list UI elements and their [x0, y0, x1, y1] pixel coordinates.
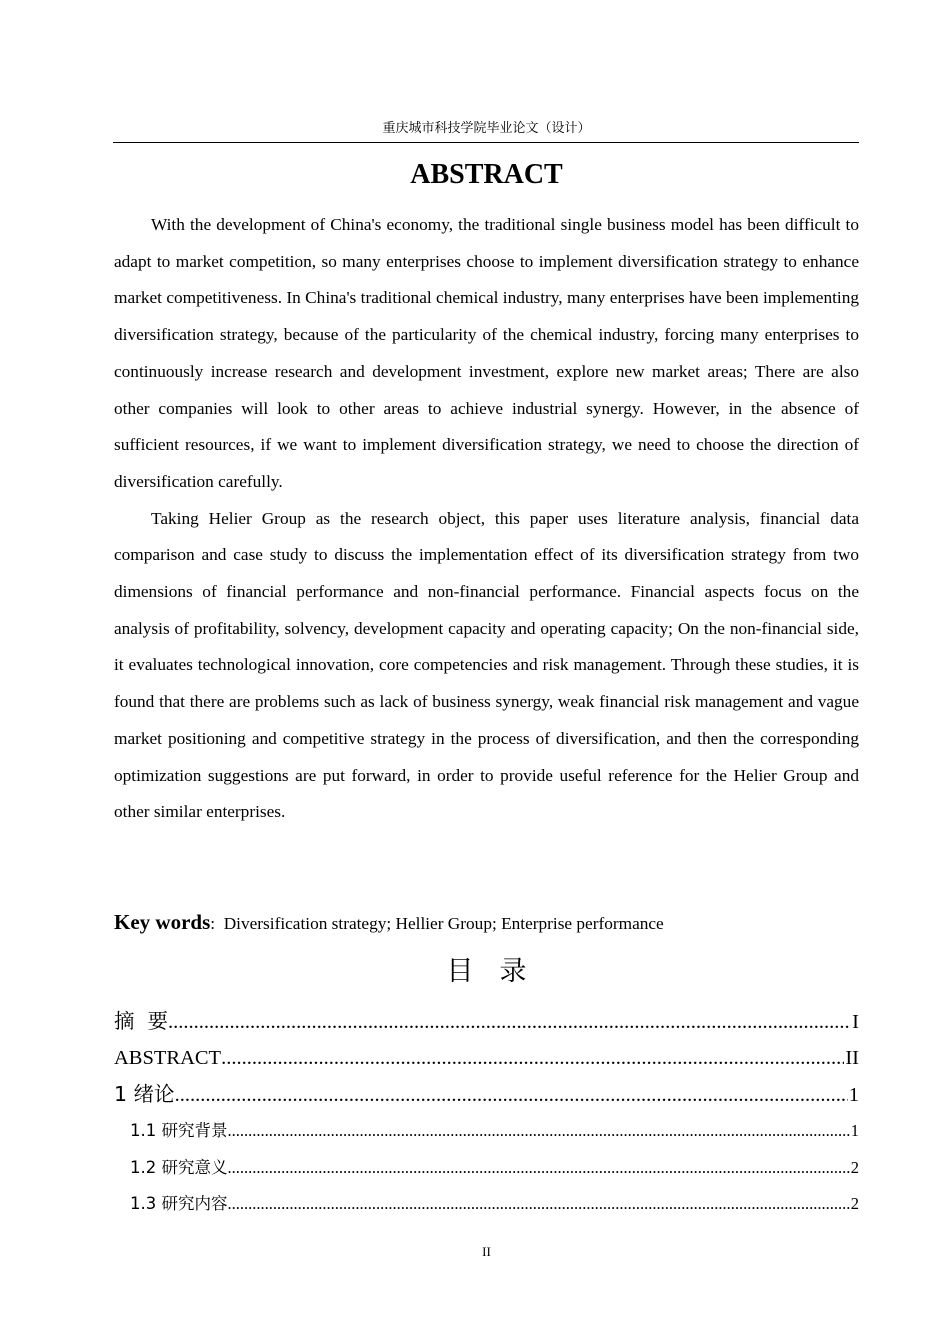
toc-entry-page: 2: [850, 1157, 859, 1177]
toc-entry-abstract-en[interactable]: [114, 1040, 859, 1077]
toc-entry-text: 1.1 研究背景: [130, 1121, 228, 1141]
toc-leader-dots: [228, 1150, 850, 1187]
abstract-body: [114, 207, 859, 831]
toc-entry-text: 1 绪论: [114, 1082, 175, 1107]
toc-entry-page: 1: [850, 1121, 859, 1141]
abstract-paragraph: Taking Helier Group as the research object, this paper uses literature analysis, financial data comparison and case study to discuss the implementation effect of its diversification strategy from two dimensions of financial performance and non-financial performance. Financial aspects focus on the analysis of profitability, solvency, development capacity and operating capacity; On the non-financial side, it evaluates technological innovation, core competencies and risk management. Through these studies, it is found that there are problems such as lack of business synergy, weak financial risk management and vague market positioning and competitive strategy in the process of diversification, and then the corresponding optimization suggestions are put forward, in order to provide useful reference for the Helier Group and other similar enterprises.: [114, 508, 859, 822]
toc-leader-dots: [175, 1077, 848, 1113]
toc-leader-dots: [168, 1004, 851, 1040]
page-number: II: [482, 1244, 491, 1259]
toc-entry-text: 1.3 研究内容: [130, 1194, 228, 1214]
table-of-contents: [114, 1003, 859, 1223]
toc-entry-page: 1: [848, 1084, 859, 1107]
toc-entry-abstract-cn[interactable]: [114, 1003, 859, 1040]
toc-entry-text: ABSTRACT: [114, 1046, 222, 1069]
toc-entry-section-1-3[interactable]: [114, 1186, 859, 1223]
toc-entry-page: 2: [850, 1194, 859, 1214]
keywords-line: [114, 905, 859, 941]
abstract-paragraph: With the development of China's economy, the traditional single business model has been difficult to adapt to market competition, so many enterprises choose to implement diversification strategy to enhance market competitiveness. In China's traditional chemical industry, many enterprises have been implementing diversification strategy, because of the particularity of the chemical industry, forcing many enterprises to continuously increase research and development investment, explore new market areas; There are also other companies will look to other areas to achieve industrial synergy. However, in the absence of sufficient resources, if we want to implement diversification strategy, we need to choose the direction of diversification carefully.: [114, 215, 859, 491]
toc-title: 目录: [446, 956, 553, 987]
toc-leader-dots: [228, 1113, 850, 1150]
toc-leader-dots: [228, 1186, 850, 1223]
toc-entry-section-1-2[interactable]: [114, 1150, 859, 1187]
toc-entry-page: II: [845, 1046, 859, 1069]
toc-entry-page: I: [852, 1011, 859, 1033]
toc-entry-text: 1.2 研究意义: [130, 1157, 228, 1177]
running-header: 重庆城市科技学院毕业论文（设计）: [382, 120, 591, 135]
toc-entry-section-1-1[interactable]: [114, 1113, 859, 1150]
keywords-separator: :: [210, 914, 216, 933]
abstract-title: ABSTRACT: [410, 159, 563, 190]
keywords-label: Key words: [114, 910, 211, 934]
header-divider: [113, 142, 859, 143]
toc-entry-text: 摘 要: [114, 1009, 169, 1033]
toc-leader-dots: [221, 1040, 844, 1077]
keywords-text: Diversification strategy; Hellier Group; Enterprise performance: [223, 914, 664, 933]
toc-entry-chapter-1[interactable]: [114, 1076, 859, 1113]
